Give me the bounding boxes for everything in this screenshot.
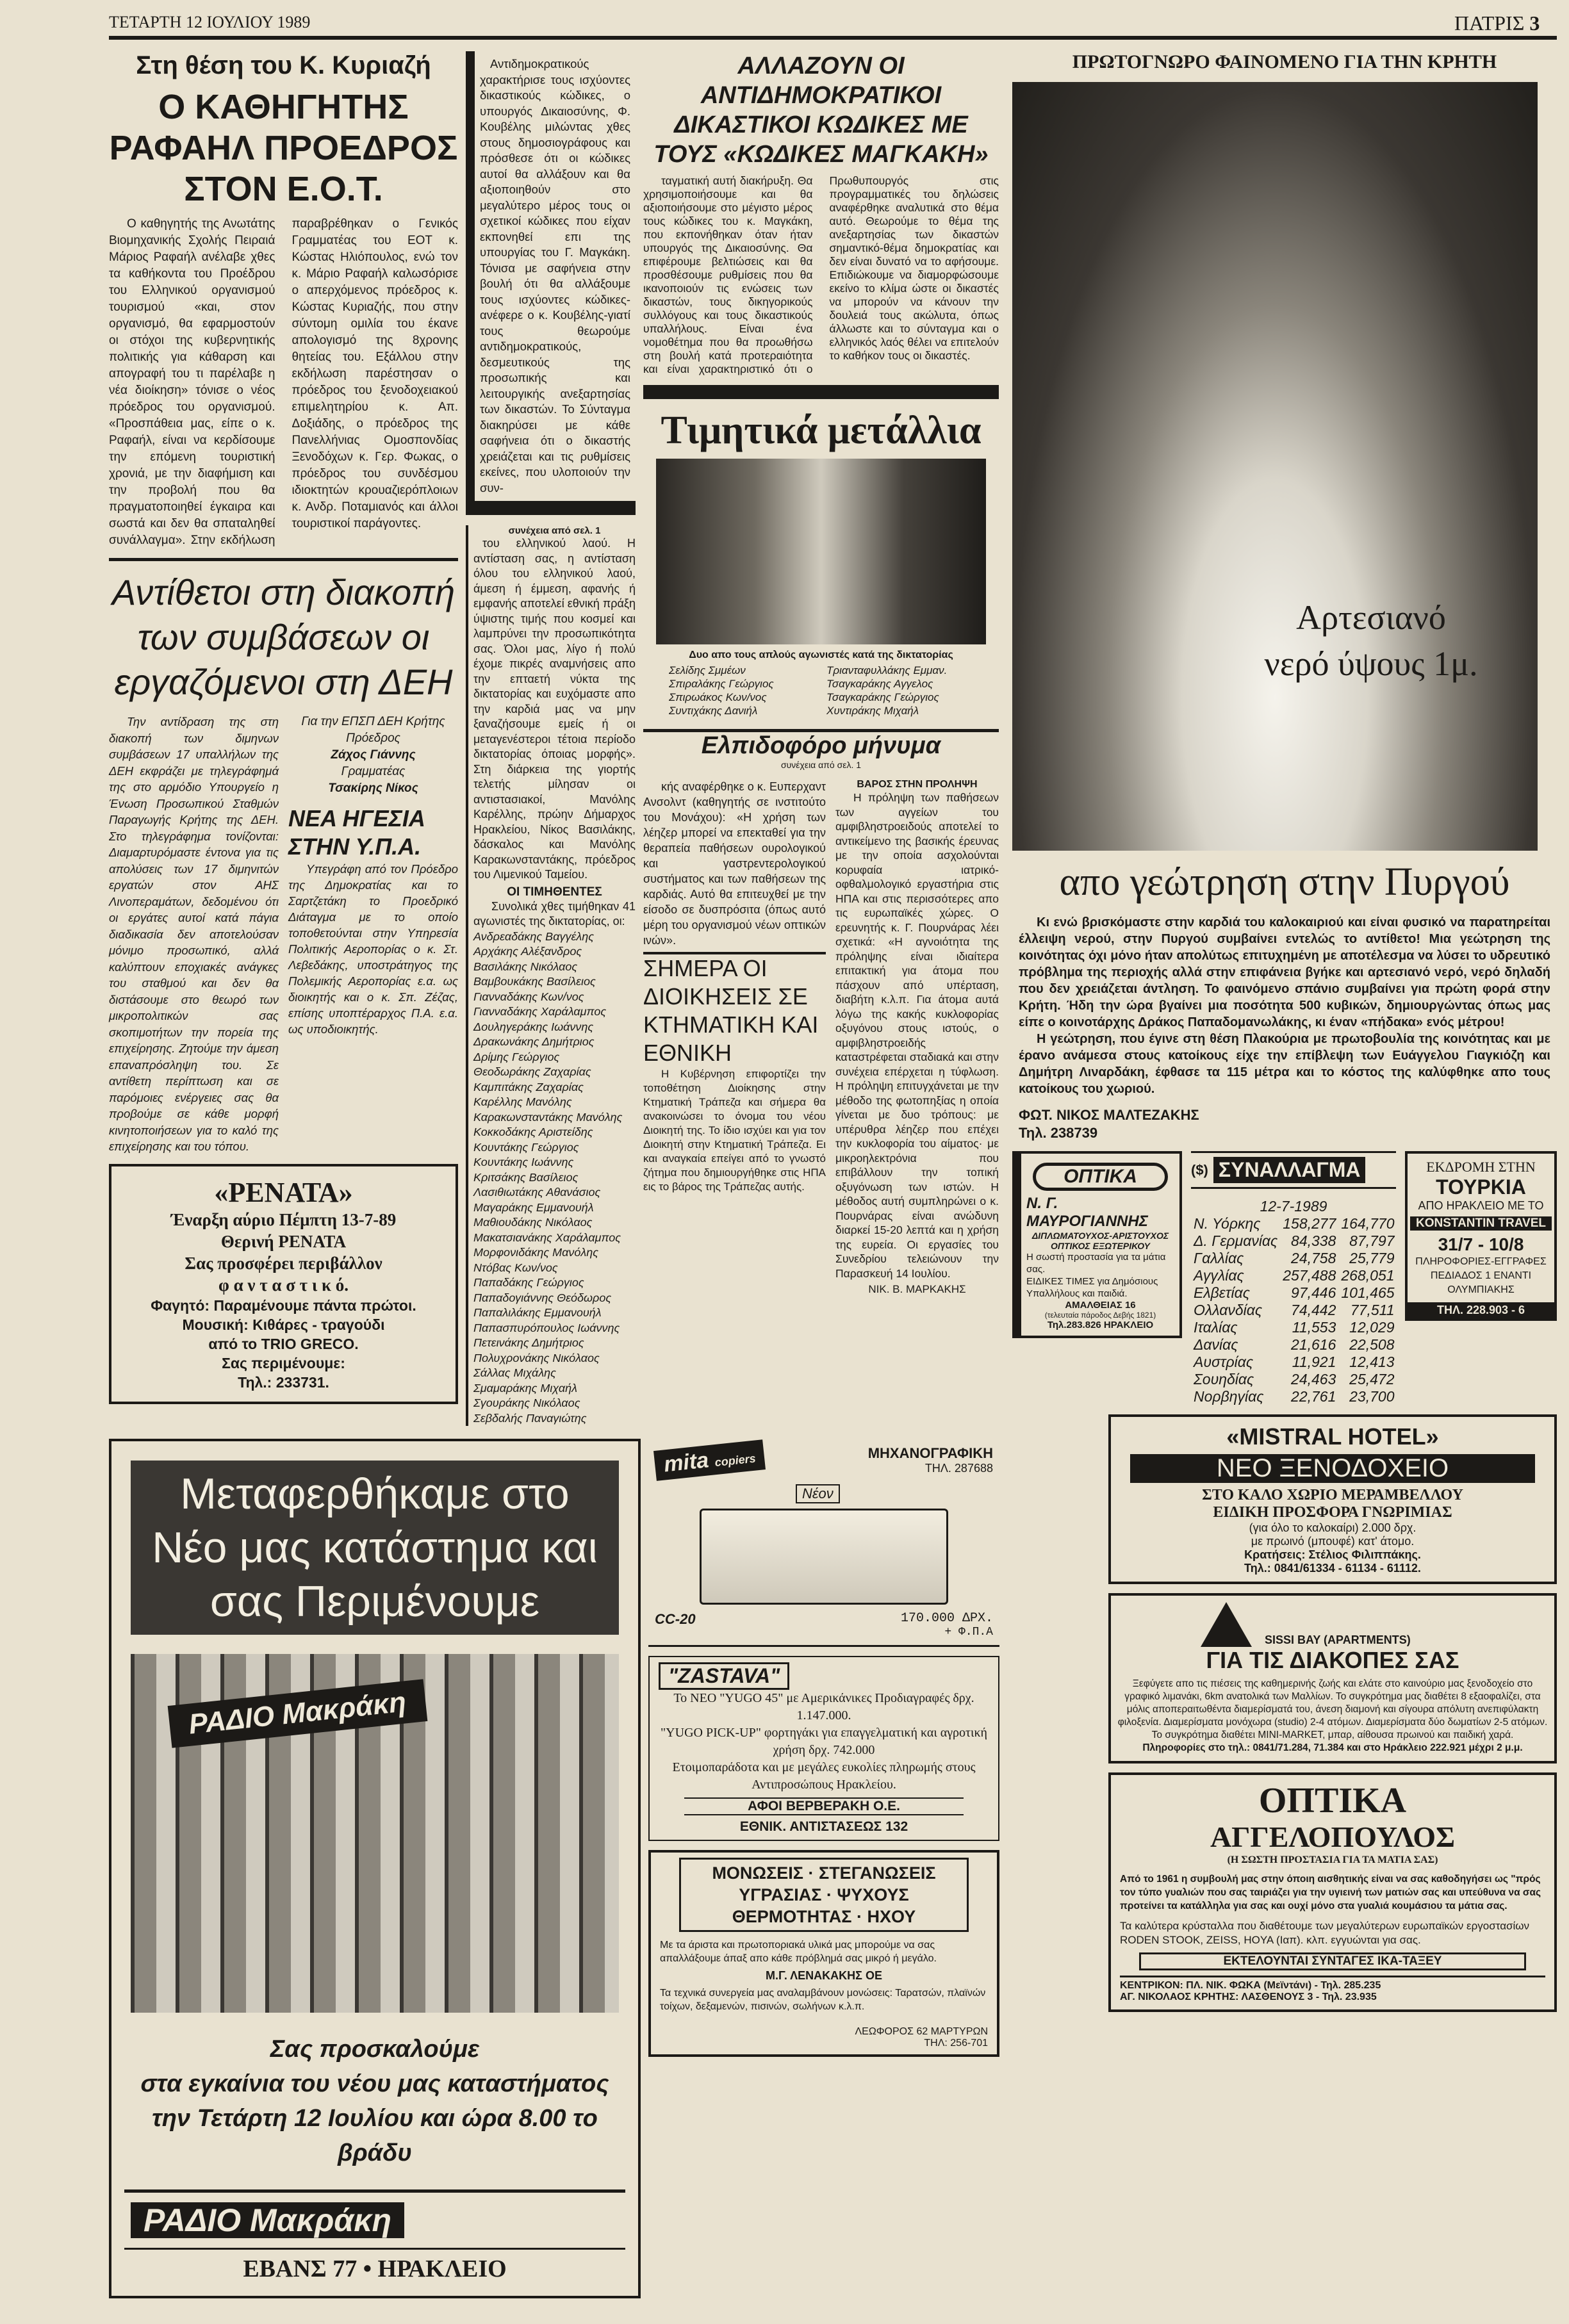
banner: ΕΚΤΕΛΟΥΝΤΑΙ ΣΥΝΤΑΓΕΣ ΙΚΑ-ΤΑΞΕΥ [1139, 1952, 1526, 1970]
sell-rate: 12,413 [1349, 1354, 1395, 1370]
ad-text: "YUGO PICK-UP" φορτηγάκι για επαγγελματική και αγροτική χρήση δρχ. 742.000 [661, 1726, 987, 1757]
article-body: Αντιδημοκρατικούς χαρακτήρισε τους ισχύοντες δικαστικούς κώδικες, ο υπουργός Δικαιοσύνης, Φ. Κουβέλης μιλώντας χθες στους δημοσιογράφους και πρόσθεσε ότι οι κώδικες αυτοί θα αλλάξουν και θα αξιοποιηθούν στο μεγαλύτερο μέρος τους οι σχετικοί κώδικες που είχαν εκπονηθεί επι της υπουργίας του Γ. Μαγκάκη. Τόνισα με σαφήνεια στην βουλή ότι θα αλλάξουμε τους ισχύοντες κώδικες-ανέφερε ο κ. Κουβέλης-γιατί τους θεωρούμε αντιδημοκρατικούς, δεσμευτικούς της προσωπικής και λειτουργικής ανεξαρτησίας των δικαστών. Το Σύνταγμα διακηρύσει με κάθε σαφήνεια ότι ο δικαστής χρειάζεται και τις ρυθμίσεις εκείνες, που υλοποιούν την συν- [480, 57, 630, 495]
currency-country: Ιταλίας [1194, 1319, 1238, 1336]
honored-name: Συντιχάκης Δανιήλ [669, 705, 758, 717]
dei-signature [288, 714, 458, 797]
ad-line: ΤΟΥΡΚΙΑ [1436, 1175, 1526, 1199]
article-medals [643, 408, 999, 720]
honored-name: Λασιθιωτάκης Αθανάσιος [473, 1186, 601, 1199]
phone: ΤΗΛ: 256-701 [924, 2038, 988, 2049]
page-grid [109, 0, 1557, 2324]
divider [109, 558, 458, 561]
honored-name: Καρέλλης Μανόλης [473, 1095, 572, 1108]
sell-rate: 164,770 [1341, 1215, 1395, 1232]
sell-rate: 268,051 [1341, 1267, 1395, 1284]
honored-name: Αρχάκης Αλέξανδρος [473, 945, 582, 958]
honored-name: Τσαγκαράκης Γεώργιος [826, 691, 939, 703]
ad-title-line: ΥΓΡΑΣΙΑΣ · ΨΥΧΟΥΣ [739, 1885, 909, 1904]
price: 170.000 ΔΡΧ. [900, 1611, 993, 1626]
invite-line: Σας προσκαλούμε [270, 2036, 480, 2063]
text: Η σωστή προστασία για τα μάτια σας. [1026, 1252, 1166, 1275]
ad-line: ΑΠΟ ΗΡΑΚΛΕΙΟ ΜΕ ΤΟ [1418, 1199, 1544, 1212]
honored-name: Παπασπυρόπουλος Ιωάννης [473, 1321, 620, 1334]
honored-name: Βαμβουκάκης Βασίλειος [473, 975, 596, 988]
sign-line: Για την ΕΠΣΠ ΔΕΗ Κρήτης [301, 715, 445, 728]
overlay-line: νερό ύψους 1μ. [1264, 644, 1478, 683]
name: Ν. Γ. ΜΑΥΡΟΓΙΑΝΝΗΣ [1026, 1195, 1148, 1230]
currency-country: Σουηδίας [1194, 1371, 1254, 1387]
ad-line: Τηλ.: 233731. [238, 1373, 329, 1391]
buy-rate: 158,277 [1283, 1215, 1336, 1232]
sign-line: Τσακίρης Νίκος [328, 781, 418, 795]
ad-headline: Μεταφερθήκαμε στο Νέο μας κατάστημα και σας Περιμένουμε [131, 1461, 619, 1635]
subheading: ΒΑΡΟΣ ΣΤΗΝ ΠΡΟΛΗΨΗ [857, 779, 978, 790]
crete-body [1012, 914, 1557, 1097]
ad-zastava [648, 1656, 999, 1841]
text: ΕΙΔΙΚΕΣ ΤΙΜΕΣ για Δημόσιους Υπαλλήλους και παιδιά. [1026, 1276, 1158, 1299]
buy-rate: 24,463 [1291, 1371, 1336, 1387]
ad-title: «MISTRAL HOTEL» [1226, 1423, 1439, 1450]
honored-name: Μαγαράκης Εμμανουήλ [473, 1200, 594, 1214]
article-body: ταγματική αυτή διακήρυξη. Θα χρησιμοποιήσουμε και θα αξιοποιήσουμε στο μέγιστο μέρος τους κώδικες του κ. Μαγκάκη, που εκπονήθηκαν όταν ήταν υπουργός της Δικαιοσύνης. Θα επιφέρουμε βελτιώσεις και θα προσθέσουμε ρυθμίσεις που θα ικανοποιούν τις ενώσεις των δικαστών, τους δικηγορικούς συλλόγους και τους δικαστικούς υπαλλήλους. Είναι ένα νομοθέτημα που θα προωθήσω στη βουλή κατά προτεραιότητα και είναι χαρακτηριστικό ότι ο Πρωθυπουργός στις προγραμματικές του δηλώσεις αναφέρθηκε αναλυτικά στο θέμα αυτό. Θεωρούμε το θέμα της ανεξαρτησίας των δικαστών σημαντικό-θέμα δημοκρατίας και δεν είναι δυνατό να το αφήσουμε. Επιδιώκουμε να διαμορφώσουμε εκείνο το κλίμα ώστε οι δικαστές να μπορούν να κάνουν την δουλειά τους ακώλυτα, όπως άλλωστε και το σύνταγμα και ο ελληνικός λαός θέλει να επιτελούν το καθήκον τους οι δικαστές. [643, 174, 999, 375]
dei-body [109, 714, 279, 1155]
sell-rate: 25,779 [1349, 1250, 1395, 1266]
article-medals-continued [466, 525, 636, 1426]
address: ΚΕΝΤΡΙΚΟΝ: ΠΛ. ΝΙΚ. ΦΩΚΑ (Μεϊντάνι) - Τηλ. 285.235 [1120, 1976, 1545, 1992]
column-c [643, 51, 999, 1296]
article-body: κής αναφέρθηκε ο κ. Ευπερχαντ Ανσολντ (καθηγητής σε ινστιτούτο του Μονάχου): «Η χρήση των λέηζερ μπορεί να επεκταθεί για την θεραπεία παθήσεων ουρολογικού και γαστρεντερολογικού συστήματος και των παθήσεων της καρδιάς. Αυτό θα επιτευχθεί με την είσοδο σε δυσπρόσιτα (όπως αυτό μέρη του οργανισμού νέων οπτικών ινών». [643, 780, 826, 947]
ad-insulation [648, 1850, 999, 2057]
honored-name: Παπαλιλάκης Εμμανουήλ [473, 1306, 602, 1319]
paper-title: ΠΑΤΡΙΣ [1454, 12, 1525, 35]
logo-bar [124, 2189, 625, 2248]
exchange-title: ΣΥΝΑΛΛΑΓΜΑ [1213, 1157, 1366, 1183]
honored-name: Κουντάκης Ιωάννης [473, 1156, 574, 1168]
article-dei [109, 570, 458, 705]
honored-name: Μακατσιανάκης Χαράλαμπος [473, 1231, 621, 1244]
honored-name: Μορφονιδάκης Μανόλης [473, 1246, 598, 1259]
ad-title: "ZASTAVA" [659, 1662, 789, 1690]
currency-country: Ολλανδίας [1194, 1302, 1263, 1318]
dei-side [288, 714, 458, 1037]
sell-rate: 12,029 [1349, 1319, 1395, 1336]
honored-name: Ανδρεαδάκης Βαγγέλης [473, 929, 594, 943]
shop-phone: ΤΗΛ. 287688 [924, 1462, 993, 1475]
admin-headline: ΣΗΜΕΡΑ ΟΙ ΔΙΟΙΚΗΣΕΙΣ ΣΕ ΚΤΗΜΑΤΙΚΗ ΚΑΙ ΕΘΝΙΚΗ [643, 952, 826, 1067]
ad-text: Ξεφύγετε απο τις πιέσεις της καθημερινής ζωής και ελάτε στο καινούριο μας ξενοδοχείο στο γραφικό λιμανάκι, 6km ανατολικά των Μαλλίων. Το συγκρότημα μας διαθέτει 8 εξαοφαλίζει, στα μόλις αποπεραιτωθέντα διαμερίσματά του, άνεση διαμονή και σίγουρα απόλυτη ανεπιφύλακτη φιλοξενία. Διαμερίσματα μονόχωρα (studio) 2-4 ατόμων. Διαμερίσματα δύο δωματίων 2-5 ατόμων. Το συγκρότημα διαθέτει MINI-MARKET, μπαρ, αίθουσα πρωινού και παιδική χαρά. [1117, 1678, 1548, 1740]
ad-sissi-bay [1108, 1593, 1557, 1763]
honored-name: Σεβδαλής Παναγιώτης [473, 1411, 587, 1425]
middle-ads [648, 1439, 999, 2057]
crete-kicker: ΠΡΩΤΟΓΝΩΡΟ ΦΑΙΝΟΜΕΝΟ ΓΙΑ ΤΗΝ ΚΡΗΤΗ [1072, 51, 1497, 72]
ad-title-line: ΘΕΡΜΟΤΗΤΑΣ · ΗΧΟΥ [732, 1907, 916, 1926]
address: ΑΜΑΛΘΕΙΑΣ 16 [1065, 1300, 1136, 1311]
ad-line: ΣΤΟ ΚΑΛΟ ΧΩΡΙΟ ΜΕΡΑΜΒΕΛΛΟΥ [1202, 1487, 1463, 1503]
exchange-row [1191, 1232, 1397, 1250]
agency: KONSTANTIN TRAVEL [1410, 1216, 1552, 1231]
currency-country: Αυστρίας [1194, 1354, 1254, 1370]
store-sign: ΡΑΔΙΟ Μακράκη [168, 1679, 427, 1748]
invite-line: την Τετάρτη 12 Ιουλίου και ώρα 8.00 το βράδυ [152, 2105, 598, 2166]
logo: ΟΠΤΙΚΑ [1033, 1163, 1168, 1191]
company: Μ.Γ. ΛΕΝΑΚΑΚΗΣ ΟΕ [766, 1969, 882, 1982]
ad-optika-aggelopoulos [1108, 1772, 1557, 2012]
shop-name: ΜΗΧΑΝΟΓΡΑΦΙΚΗ [867, 1445, 993, 1461]
sailboat-logo [1117, 1602, 1548, 1647]
ad-text: Τα καλύτερα κρύσταλλα που διαθέτουμε των μεγαλύτερων ευρωπαϊκών εργοστασίων RODEN STOOK, ZEISS, HOYA (Ιαπ). κλπ. εγγυώνται για σας. [1120, 1920, 1530, 1946]
ad-title: ΟΠΤΙΚΑ [1258, 1781, 1407, 1821]
ad-line: Κρατήσεις: Στέλιος Φιλιππάκης. [1244, 1548, 1421, 1561]
phone: Τηλ.283.826 ΗΡΑΚΛΕΙΟ [1047, 1320, 1154, 1330]
article-codes [643, 51, 999, 376]
invitation [124, 2032, 625, 2170]
honored-name: Σάλλας Μιχάλης [473, 1366, 556, 1379]
honored-name: Καρακωνσταντάκης Μανόλης [473, 1110, 623, 1124]
currency-country: Δανίας [1194, 1336, 1238, 1353]
currency-country: Αγγλίας [1194, 1267, 1244, 1284]
dei-columns [109, 714, 458, 1155]
ad-line: με πρωινό (μπουφέ) κατ' άτομο. [1251, 1535, 1415, 1548]
photo-overlay [1224, 594, 1518, 687]
ad-line: Τηλ.: 0841/61334 - 61134 - 61112. [1244, 1562, 1421, 1575]
left-region [109, 51, 999, 2298]
sell-rate: 25,472 [1349, 1371, 1395, 1387]
hope-columns [643, 779, 999, 1296]
phone: ΤΗΛ. 228.903 - 6 [1408, 1302, 1554, 1318]
honored-name: Κοκκοδάκης Αριστείδης [473, 1125, 593, 1138]
copier-illustration [700, 1509, 948, 1605]
subtitle: (Η ΣΩΣΤΗ ΠΡΟΣΤΑΣΙΑ ΓΙΑ ΤΑ ΜΑΤΙΑ ΣΑΣ) [1227, 1854, 1438, 1865]
photo-veterans [656, 459, 986, 644]
headline: Ο ΚΑΘΗΓΗΤΗΣ ΡΑΦΑΗΛ ΠΡΟΕΔΡΟΣ ΣΤΟΝ Ε.Ο.Τ. [109, 88, 458, 208]
ad-text: Με τα άριστα και πρωτοποριακά υλικά μας μπορούμε να σας απαλλάξουμε άπαξ απο κάθε πρόβλημά σας μικρό ή μεγάλο. [660, 1940, 937, 1964]
honored-name: Γιανναδάκης Χαράλαμπος [473, 1005, 607, 1018]
hope-col1 [643, 779, 826, 1194]
crete-headline: απο γεώτρηση στην Πυργού [1059, 860, 1510, 904]
sell-rate: 22,508 [1349, 1336, 1395, 1353]
headline: Τιμητικά μετάλλια [661, 409, 982, 452]
currency-country: Ν. Υόρκης [1194, 1215, 1261, 1232]
honored-name: Δρίμης Γεώργιος [473, 1050, 560, 1063]
honored-name: Σελίδης Σμμέων [669, 664, 746, 676]
right-region [1012, 51, 1557, 2012]
ad-line: Έναρξη αύριο Πέμπτη 13-7-89 [170, 1209, 397, 1229]
honored-name: Κριτσάκης Βασίλειος [473, 1170, 579, 1184]
ad-line: Φαγητό: Παραμένουμε πάντα πρώτοι. [151, 1297, 416, 1314]
small-ads-row [1012, 1151, 1557, 1405]
ad-line: (για όλο το καλοκαίρι) 2.000 δρχ. [1249, 1521, 1417, 1534]
paragraph: Κι ενώ βρισκόμαστε στην καρδιά του καλοκαιριού και είναι φυσικό να παρατηρείται έλλειψη νερού, στην Πυργού συμβαίνει εντελώς το αντίθετο! Μια γεώτρηση της κοινότητας όχι μόνο ήταν απολύτως επιτυχημένη με αποτέλεσμα να λύσει το υδρευτικό πρόβλημα της περιοχής αλλά στην επιφάνεια βγήκε και αρτεσιανό νερό, νερό δηλαδή που δεν χρειάζεται άντληση. Το φαινόμενο σπάνιο συμβαίνει για πρώτη φορά στην Κρήτη. Ήδη την ώρα βγαίνει μια ποσότητα 500 κυβικών, δημιουργώντας όπως μας είπε ο κοινοτάρχης Δράκος Παπαδομανωλάκης, κι έναν «πήδακα» ενός μέτρου! [1019, 915, 1550, 1029]
column-b [466, 51, 636, 1426]
exchange-row [1191, 1319, 1397, 1336]
sign-line: Πρόεδρος [346, 732, 400, 745]
exchange-row [1191, 1284, 1397, 1302]
kicker: Στη θέση του Κ. Κυριαζή [136, 51, 431, 79]
buy-rate: 21,616 [1291, 1336, 1336, 1353]
article-body: Την αντίδραση της στη διακοπή των διμηνων συμβάσεων 17 υπαλλήλων της ΔΕΗ εκφράζει με τηλεγράφημά της στο αρμόδιο Υπουργείο η Ένωση Προσωπικού Σταθμών Παραγωγής Κρήτης της ΔΕΗ. Στο τηλεγράφημα τονίζονται: Διαμαρτυρόμαστε έντονα για τις απολύσεις των 17 διμηνιτών εργατών στον ΑΗΣ Λινοπεραμάτων, δεδομένου ότι οι εργάτες αυτοί κατά πάγια διαδικασία δεν αποτελούσαν μόνιμο προσωπικό, αλλά καλύπτουν εποχιακές ανάγκες του σταθμού και δεν θα διστάσουμε στο θεωρό των μικροπολιτικών σας σκοπιμοτήτων την πορεία της επιχείρησης. Ζητούμε την άμεση επαναπρόσληψη του. Σε αντίθετη περίπτωση και σε παρόμοιες ενέργειες σας θα προβούμε σε κάθε μορφή κινητοποιήσεων για το καλό της επιχείρησης και του τόπου. [109, 715, 279, 1153]
ad-line: Μουσική: Κιθάρες - τραγούδι [182, 1316, 385, 1333]
honored-name: Ντόβας Κων/νος [473, 1261, 558, 1274]
sub: ΟΠΤΙΚΟΣ ΕΞΩΤΕΡΙΚΟΥ [1051, 1241, 1150, 1251]
storefront-photo [131, 1654, 619, 2013]
ad-line: ΠΕΔΙΑΔΟΣ 1 ΕΝΑΝΤΙ [1430, 1270, 1532, 1281]
credit-phone: Τηλ. 238739 [1019, 1125, 1098, 1141]
continued-label: συνέχεια από σελ. 1 [508, 525, 601, 536]
ad-title-line: ΜΟΝΩΣΕΙΣ · ΣΤΕΓΑΝΩΣΕΙΣ [712, 1863, 936, 1883]
author: ΝΙΚ. Β. ΜΑΡΚΑΚΗΣ [868, 1283, 966, 1295]
sub: ΔΙΠΛΩΜΑΤΟΥΧΟΣ-ΑΡΙΣΤΟΥΧΟΣ [1031, 1231, 1169, 1241]
ad-line: φ α ν τ α σ τ ι κ ό. [218, 1275, 349, 1295]
honored-name: Σπιρωάκος Κων/νος [669, 691, 767, 703]
makraki-logo: ΡΑΔΙΟ Μακράκη [131, 2202, 404, 2238]
honored-name: Χυντιράκης Μιχαήλ [826, 705, 919, 717]
honored-name: Καμπιτάκης Ζαχαρίας [473, 1080, 584, 1093]
ad-lines [121, 1209, 446, 1296]
exchange-row [1191, 1388, 1397, 1405]
ad-optika-mavrogiannis [1012, 1151, 1182, 1338]
honored-list [473, 929, 636, 1427]
subheading: ΟΙ ΤΙΜΗΘΕΝΤΕΣ [507, 885, 602, 899]
headline: ΝΕΑ ΗΓΕΣΙΑ ΣΤΗΝ Υ.Π.Α. [288, 805, 425, 860]
exchange-date: 12-7-1989 [1260, 1198, 1327, 1215]
currency-country: Γαλλίας [1194, 1250, 1244, 1266]
ad-line: ΟΛΥΜΠΙΑΚΗΣ [1447, 1284, 1515, 1295]
credit: ΦΩΤ. ΝΙΚΟΣ ΜΑΛΤΕΖΑΚΗΣ [1019, 1107, 1199, 1123]
honored-name: Παπαδάκης Γεώργιος [473, 1276, 584, 1289]
currency-country: Δ. Γερμανίας [1194, 1232, 1278, 1249]
photo-artesian-water [1012, 82, 1538, 851]
honored-name: Κουντάκης Γεώργιος [473, 1140, 579, 1154]
divider [643, 385, 999, 399]
sell-rate: 77,511 [1350, 1302, 1395, 1318]
article-ypa [288, 805, 458, 1037]
exchange-row [1191, 1371, 1397, 1388]
ad-line: από το TRIO GRECO. [208, 1335, 359, 1352]
ad-mistral-hotel [1108, 1414, 1557, 1584]
exchange-row [1191, 1302, 1397, 1319]
article-rafael [109, 51, 458, 549]
ad-title: «ΡΕΝΑΤΑ» [214, 1176, 353, 1208]
brand-sub: copiers [714, 1452, 757, 1469]
paragraph: Η γεώτρηση, που έγινε στη θέση Πλακούρια με πρωτοβουλία της κοινότητας και με έρανο ανάμεσα στους κατοίκους είχε την επίβλεψη των Ευάγγελου Γιαγκιόζη και Δημήτρη Λιναρδάκη, έφθασε τα 115 μέτρα και το κόστος της καλύφθηκε απο τους κατοίκους του χωριού. [1019, 1032, 1550, 1096]
exchange-row [1191, 1250, 1397, 1267]
article-hope [643, 729, 999, 770]
new-tag: Νέον [796, 1484, 840, 1503]
dollar-globe-icon: ($) [1191, 1161, 1208, 1178]
address: ΑΓ. ΝΙΚΟΛΑΟΣ ΚΡΗΤΗΣ: ΛΑΣΘΕΝΟΥΣ 3 - Τηλ. 23.935 [1120, 1992, 1377, 2002]
address: ΛΕΩΦΟΡΟΣ 62 ΜΑΡΤΥΡΩΝ [855, 2026, 988, 2037]
ad-text: Ετοιμοπαράδοτα και με μεγάλες ευκολίες πληρωμής στους Αντιπροσώπους Ηρακλείου. [672, 1760, 976, 1792]
exchange-rates [1191, 1151, 1396, 1405]
ad-title: ΓΙΑ ΤΙΣ ΔΙΑΚΟΠΕΣ ΣΑΣ [1206, 1647, 1459, 1673]
issue-date: ΤΕΤΑΡΤΗ 12 ΙΟΥΛΙΟΥ 1989 [109, 13, 311, 31]
brand: mita [662, 1448, 710, 1477]
honored-intro: Συνολικά χθες τιμήθηκαν 41 αγωνιστές της δικτατορίας, οι: [473, 899, 636, 928]
invite-line: στα εγκαίνια του νέου μας καταστήματος [140, 2070, 609, 2097]
admin-body: Η Κυβέρνηση επιφορτίζει την τοποθέτηση Διοίκησης στην Κτηματική Τράπεζα και σήμερα θα ανακοινώσει το όνομα του νέου Διοικητή της. Το ίδιο ισχύει και για τον Διοικητή στην Κτηματική Τράπεζα. Ει και αναγκαία επείγει από το γνωστό ζήτημα που δημιουργήθηκε στις ΗΠΑ εις το βάρος της Τράπεζας αυτής. [643, 1068, 826, 1193]
ad-text: Από το 1961 η συμβουλή μας στην όποιη αισθητικής είναι να σας καθοδηγήσει ως "πρός τον τύπο γυαλιών που σας ταιριάζει για την υγιεινή των ματιών σας και υπεύθυνα να σας προτείνει τα κατάλληλα για σας και ουχί μόνο στα γυαλιά κουμάσιου τα μάτια σας. [1120, 1874, 1541, 1911]
honored-name: Θεοδωράκης Ζαχαρίας [473, 1065, 591, 1078]
honored-name: Σπιραλάκης Γεώργιος [669, 678, 774, 690]
photo-credit [1012, 1106, 1557, 1142]
exchange-row [1191, 1215, 1397, 1232]
vat: + Φ.Π.Α [944, 1626, 993, 1639]
headline: Ελπιδοφόρο μήνυμα [701, 732, 941, 759]
article-body: του ελληνικού λαού. Η αντίσταση σας, η αντίσταση όλου του ελληνικού λαού, άμεση ή έμμεση, αφανής ή εμφανής αποτελεί εθνική πράξη ύψιστης τιμής που κοσμεί και λαμπρύνει την προσωπικότητα σας. Όλοι μας, λίγο ή πολύ έχομε πικρές αναμνήσεις απο την επταετή νύκτα της δικτατορίας και ευχόμαστε απο την καρδιά μας να μην ξαναζήσουμε εμείς ή οι μεταγενέστεροι τέτοια περίοδο δικτατορίας όποιας μορφής». Στη διάρκεια της γιορτής τελετής μίλησαν οι αντιστασιακοί, Μανόλης Καρέλλης, πρώην Δήμαρχος Ηρακλείου, Νίκος Βασιλάκης, δάσκαλος και Μανόλης Καρακωνσταντάκης, πρόεδρος του Λιμενικού Ταμείου. [473, 537, 636, 881]
buy-rate: 22,761 [1291, 1388, 1336, 1405]
honored-name: Τσαγκαράκης Αγγελος [826, 678, 933, 690]
exchange-row [1191, 1336, 1397, 1354]
sell-rate: 87,797 [1349, 1232, 1395, 1249]
ad-text: Τα τεχνικά συνεργεία μας αναλαμβάνουν μονώσεις: Ταρατσών, πλαϊνών τοίχων, δεξαμενών, πισινών, σωλήνων κ.λ.π. [660, 1988, 986, 2012]
ad-line: ΕΚΔΡΟΜΗ ΣΤΗΝ [1426, 1159, 1536, 1175]
ad-line: ΠΛΗΡΟΦΟΡΙΕΣ-ΕΓΓΡΑΦΕΣ [1415, 1256, 1547, 1267]
buy-rate: 74,442 [1291, 1302, 1336, 1318]
honored-name: Παπαδογιάννης Θεόδωρος [473, 1291, 612, 1304]
ad-line: ΕΙΔΙΚΗ ΠΡΟΣΦΟΡΑ ΓΝΩΡΙΜΙΑΣ [1213, 1504, 1452, 1521]
honored-name: Σγουράκης Νικόλαος [473, 1396, 580, 1409]
honored-name: Σμαμαράκης Μιχαήλ [473, 1381, 577, 1395]
buy-rate: 97,446 [1291, 1284, 1336, 1301]
article-body: Υπεγράφη από τον Πρόεδρο της Δημοκρατίας και το Σαρτζετάκη το Προεδρικό Διάταγμα με το οποίο τοποθετούνται στην Υπηρεσία Πολιτικής Αεροπορίας ο κ. Στ. Λεβεδάκης, υποστράτηγος της Πολεμικής Αεροπορίας ε.α. ως διοικητής και ο κ. Σπ. Ζέζας, επίσης υποπτέραρχος Π.Α. ε.α. ως υποδιοικητής. [288, 862, 458, 1036]
ad-radio-makraki [109, 1439, 641, 2298]
currency-country: Ελβετίας [1194, 1284, 1250, 1301]
ad-renata [109, 1164, 458, 1404]
ad-text: Το ΝΕΟ "YUGO 45" με Αμερικάνικες Προδιαγραφές δρχ. 1.147.000. [673, 1691, 974, 1723]
article-body: Ο καθηγητής της Ανωτάτης Βιομηχανικής Σχολής Πειραιά Μάριος Ραφαήλ ανέλαβε χθες τα καθήκοντα του Προέδρου του Ελληνικού οργανισμού τουρισμού «και, στον οργανισμό, θα εφαρμοστούν οι στόχοι της κυβερνητικής πολιτικής για κάθαρση και απογραφή του τι παρέλαβε η νέα διοίκηση» τόνισε ο νέος πρόεδρος του οργανισμού. «Προσπάθεια μας, είπε ο κ. Ραφαήλ, είναι να κερδίσουμε την επόμενη τουριστική χρονιά, με την διαφήμιση και την προβολή που θα πραγματοποιηθεί έγκαιρα και σωστά και δεν θα σπαταληθεί συνάλλαγμα». Στην εκδήλωση παραβρέθηκαν ο Γενικός Γραμματέας του ΕΟΤ κ. Κώστας Ηλιόπουλος, ενώ τον κ. Μάριο Ραφαήλ καλωσόρισε ο απερχόμενος πρόεδρος κ. Κώστας Κυριαζής, που στην σύντομη ομιλία του έκανε απολογισμό της 8χρονης θητείας του. Εξάλλου στην εκδήλωση παρέστησαν ο πρόεδρος του ξενοδοχειακού επιμελητηρίου κ. Απ. Δοξιάδης, ο πρόεδρος της Πανελλήνιας Ομοσπονδίας Ξενοδόχων κ. Γερ. Φωκας, ο πρόεδρος του συνδέσμου ιδιοκτητών κρουαζιερόπλοιων κ. Ανδρ. Ποταμιανός και άλλοι τουριστικοί παράγοντες. [109, 217, 458, 547]
ad-title: ΑΓΓΕΛΟΠΟΥΛΟΣ [1210, 1821, 1456, 1853]
honored-name: Βασιλάκης Νικόλαος [473, 960, 578, 973]
buy-rate: 11,553 [1292, 1319, 1336, 1336]
honored-name: Δρακωνάκης Δημήτριος [473, 1035, 595, 1048]
ad-turkey-trip [1405, 1151, 1557, 1321]
address-note: (τελευταία πάροδος Δεβής 1821) [1044, 1311, 1156, 1320]
honored-name: Δουληγεράκης Ιωάννης [473, 1020, 594, 1033]
banner: ΝΕΟ ΞΕΝΟΔΟΧΕΙΟ [1130, 1454, 1535, 1483]
exchange-table [1191, 1215, 1397, 1405]
ad-mita-copiers [648, 1439, 999, 1647]
bottom-ads [109, 1439, 999, 2298]
photo-caption: Δυο απο τους απλούς αγωνιστές κατά της δικτατορίας [689, 650, 953, 660]
mita-logo [653, 1439, 766, 1481]
buy-rate: 11,921 [1292, 1354, 1336, 1370]
sign-line: Γραμματέας [341, 765, 406, 778]
honored-name: Γιανναδάκης Κων/νος [473, 990, 584, 1003]
sell-rate: 101,465 [1341, 1284, 1395, 1301]
address: ΕΒΑΝΣ 77 • ΗΡΑΚΛΕΙΟ [124, 2248, 625, 2283]
continued-label: συνέχεια από σελ. 1 [780, 760, 862, 770]
page-number: 3 [1529, 12, 1540, 35]
headline: Αντίθετοι στη διακοπή των συμβάσεων οι εργαζόμενοι στη ΔΕΗ [111, 572, 456, 702]
overlay-line: Αρτεσιανό [1296, 598, 1446, 637]
honored-name: Πολυχρονάκης Νικόλαος [473, 1351, 600, 1364]
ad-line: Θερινή ΡΕΝΑΤΑ [220, 1231, 347, 1251]
hope-col2 [835, 779, 999, 1296]
phone: Πληροφορίες στο τηλ.: 0841/71.284, 71.384 και στο Ηράκλειο 222.921 μέχρι 2 μ.μ. [1142, 1742, 1523, 1753]
buy-rate: 24,758 [1291, 1250, 1336, 1266]
column-a [109, 51, 458, 1404]
honored-name: Τριανταφυλλάκης Εμμαν. [826, 664, 948, 676]
dates: 31/7 - 10/8 [1438, 1234, 1524, 1254]
ad-line: Σας περιμένουμε: [222, 1354, 345, 1371]
names-list [643, 661, 999, 720]
currency-country: Νορβηγίας [1194, 1388, 1264, 1405]
honored-name: Μαθιουδάκης Νικόλαος [473, 1216, 593, 1229]
logo-text: SISSI BAY (APARTMENTS) [1265, 1633, 1411, 1646]
headline: ΑΛΛΑΖΟΥΝ ΟΙ ΑΝΤΙΔΗΜΟΚΡΑΤΙΚΟΙ ΔΙΚΑΣΤΙΚΟΙ ΚΩΔΙΚΕΣ ΜΕ ΤΟΥΣ «ΚΩΔΙΚΕΣ ΜΑΓΚΑΚΗ» [653, 53, 989, 168]
article-body: Η πρόληψη των παθήσεων των αγγείων του αμφιβληστροειδούς αποτελεί το αντικείμενο της βασικής έρευνας με την οποία ασχολούνται κορυφαία ιατρικό-οφθαλμολογικό εργαστήρια στις ΗΠΑ και στις περισσότερες απο τις ευρωπαϊκές χώρες. Ο ερευνητής κ. Γ. Πουρνάρας λέει σχετικά: «Η αγνοιότητα της πρόληψης είναι ιδιαίτερα επιτακτική για άτομα που πάσχουν από υπέρταση, διαβήτη κ.λ.π. Για άτομα αυτά λόγω της κακής κυκλοφορίας οξυγόνου στους ιστούς, ο αμφιβληστροειδής καταστρέφεται σταδιακά και στην συνέχεια επέρχεται η τύφλωση. Η πρόληψη επιτυγχάνεται με την μέθοδο της φωτοπηξίας η οποία γίνεται με δυο τρόπους: με υπέρυθρα λέηζερ που επέχει την κυκλοφορία του αίματος· με μικροηλεκτρόνια που επιβάλλουν την τοπική οξυγόνωση των ιστών. Η μέθοδος αυτή συμπληρώνει ο κ. Πουρνάρας είναι ανώδυνη διαρκεί 15-20 λεπτά και η χρήση της ευρεία. Οι εργασίες του Συνεδρίου τελειώνουν την Παρασκευή 14 Ιουλίου. [835, 791, 999, 1280]
dealer: ΑΦΟΙ ΒΕΡΒΕΡΑΚΗ Ο.Ε. [684, 1797, 964, 1815]
address: ΕΘΝΙΚ. ΑΝΤΙΣΤΑΣΕΩΣ 132 [739, 1819, 908, 1834]
honored-name: Πετεινάκης Δημήτριος [473, 1336, 584, 1349]
exchange-row [1191, 1354, 1397, 1371]
model: CC-20 [655, 1611, 696, 1627]
codes-box [466, 51, 636, 515]
buy-rate: 84,338 [1291, 1232, 1336, 1249]
sign-line: Ζάχος Γιάννης [331, 748, 416, 762]
sell-rate: 23,700 [1349, 1388, 1395, 1405]
buy-rate: 257,488 [1283, 1267, 1336, 1284]
sail-icon [1201, 1602, 1252, 1647]
top-columns [109, 51, 999, 1426]
exchange-row [1191, 1267, 1397, 1284]
ad-line: Σας προσφέρει περιβάλλον [185, 1253, 382, 1273]
